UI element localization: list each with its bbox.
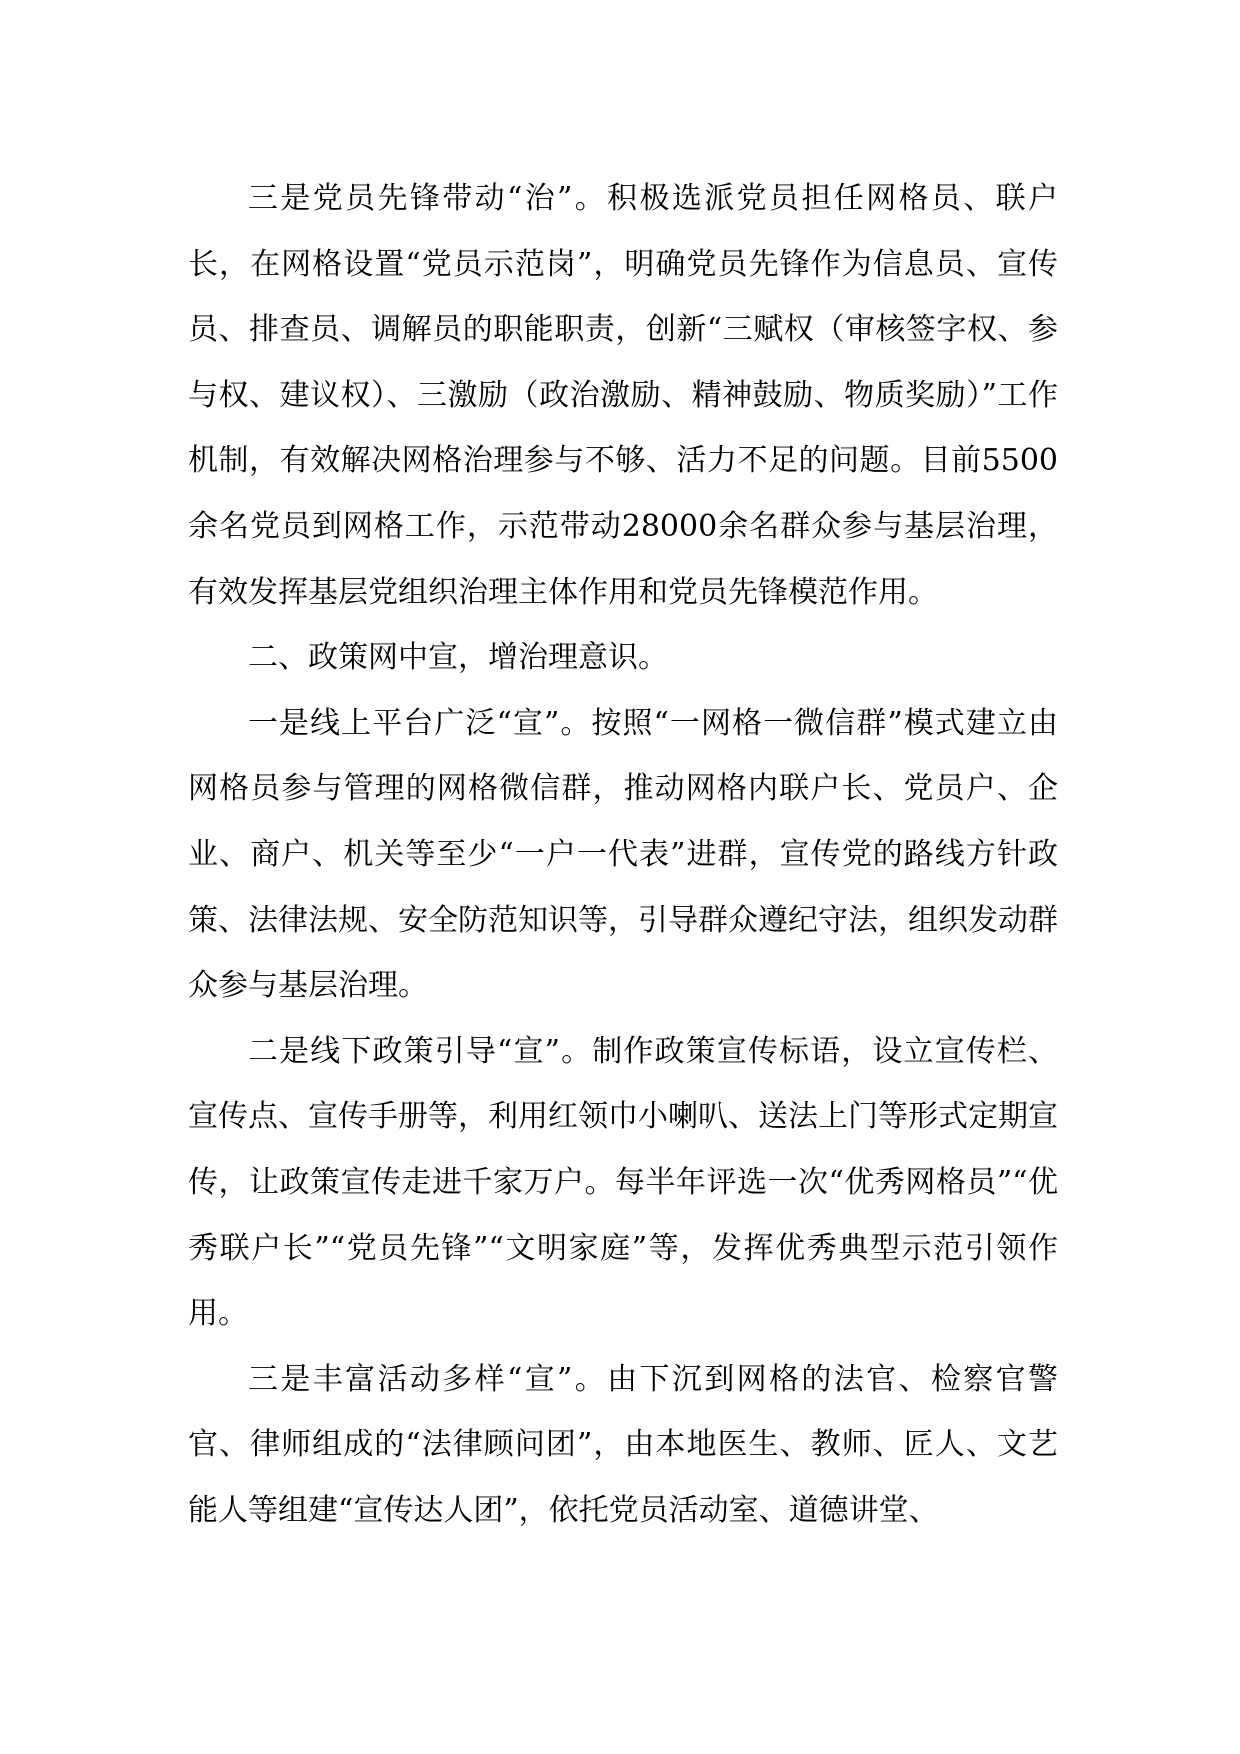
paragraph-activity-publicity: 三是丰富活动多样“宣”。由下沉到网格的法官、检察官警官、律师组成的“法律顾问团”，由本地医生、教师、匠人、文艺能人等组建“宣传达人团”，依托党员活动室、道德讲堂、: [188, 1361, 1058, 1528]
section-heading-policy-publicity: 二、政策网中宣，增治理意识。: [248, 640, 668, 676]
paragraph-online-publicity: 一是线上平台广泛“宣”。按照“一网格一微信群”模式建立由网格员参与管理的网格微信群，推动网格内联户长、党员户、企业、商户、机关等至少“一户一代表”进群，宣传党的路线方针政策、法律法规、安全防范知识等，引导群众遵纪守法，组织发动群众参与基层治理。: [188, 705, 1058, 1004]
paragraph-party-member-governance: 三是党员先锋带动“治”。积极选派党员担任网格员、联户长，在网格设置“党员示范岗”，明确党员先锋作为信息员、宣传员、排查员、调解员的职能职责，创新“三赋权（审核签字权、参与权、建议权）、三激励（政治激励、精神鼓励、物质奖励）”工作机制，有效解决网格治理参与不够、活力不足的问题。目前5500余名党员到网格工作，示范带动28000余名群众参与基层治理，有效发挥基层党组织治理主体作用和党员先锋模范作用。: [188, 181, 1058, 610]
paragraph-offline-publicity: 二是线下政策引导“宣”。制作政策宣传标语，设立宣传栏、宣传点、宣传手册等，利用红领巾小喇叭、送法上门等形式定期宣传，让政策宣传走进千家万户。每半年评选一次“优秀网格员”“优秀联户长”“党员先锋”“文明家庭”等，发挥优秀典型示范引领作用。: [188, 1033, 1058, 1332]
document-body: [188, 166, 1058, 1543]
